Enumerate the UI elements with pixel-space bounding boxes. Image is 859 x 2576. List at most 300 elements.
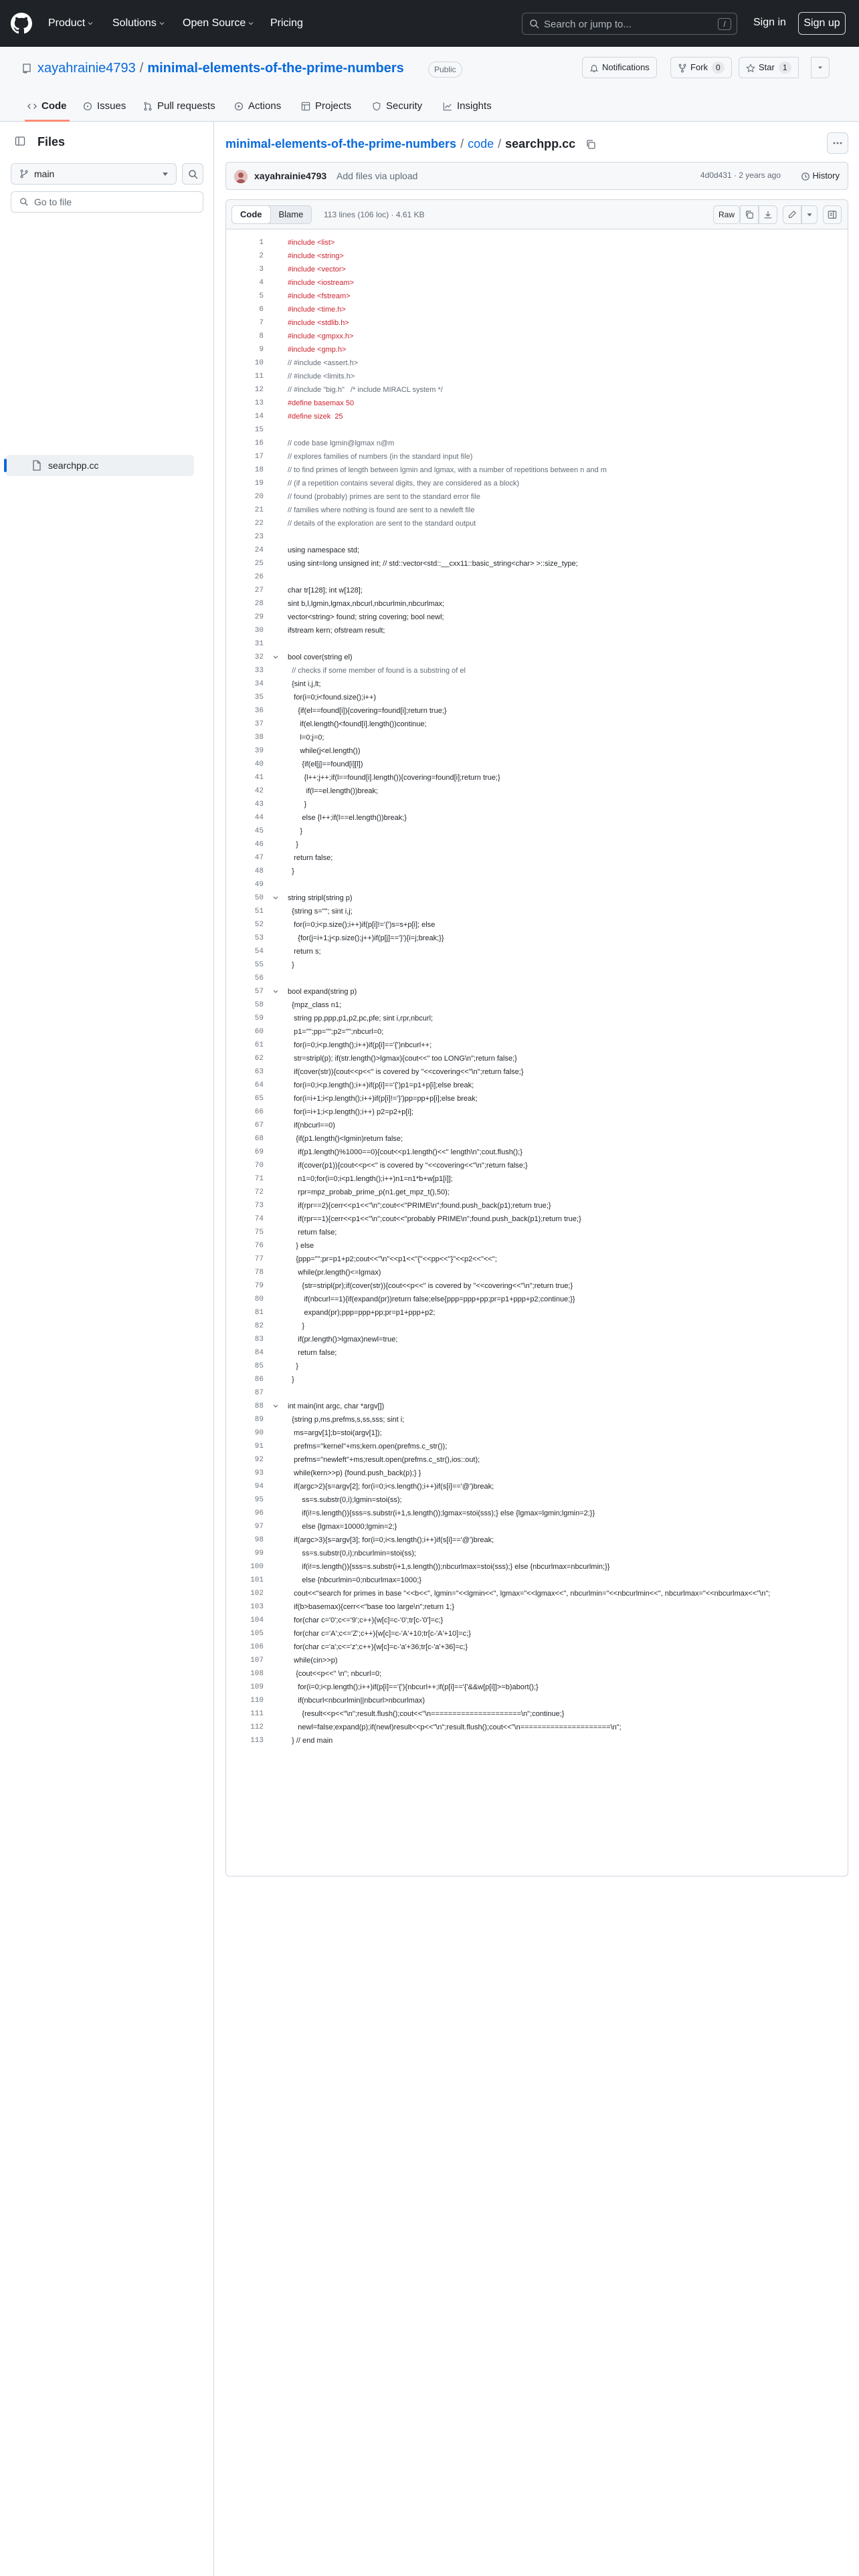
code-line: } — [288, 961, 294, 969]
code-line: while(pr.length()<=lgmax) — [288, 1269, 381, 1277]
code-line: #define basemax 50 — [288, 399, 355, 407]
code-line: for(i=0;i<p.size();i++)if(p[i]!='{')s=s+p[i]; else — [288, 921, 436, 929]
file-search-button[interactable] — [182, 163, 203, 185]
star-dropdown-button[interactable] — [811, 57, 830, 78]
code-line: {cout<<p<<" \n"; nbcurl=0; — [288, 1670, 382, 1678]
line-number[interactable]: 111 — [250, 1710, 264, 1718]
nav-open-source[interactable] — [183, 17, 254, 29]
line-number[interactable]: 54 — [254, 948, 264, 956]
search-placeholder: Search or jump to... — [544, 19, 632, 30]
commit-sha-and-date[interactable]: 4d0d431 · 2 years ago — [700, 171, 781, 180]
line-number[interactable]: 74 — [254, 1215, 264, 1223]
line-number[interactable]: 98 — [254, 1536, 264, 1544]
code-line: for(i=i+1;i<p.length();i++)if(p[i]!='}')pp=pp+p[i];else break; — [288, 1095, 478, 1103]
line-number[interactable]: 89 — [254, 1416, 264, 1424]
line-number[interactable]: 37 — [254, 720, 264, 728]
code-line: for(char c='a';c<='z';c++){w[c]=c-'a'+36;tr[c-'a'+36]=c;} — [288, 1643, 468, 1651]
code-line: return false; — [288, 854, 333, 862]
code-line: {l++;j++;if(l==found[i].length()){covering=found[i];return true;} — [288, 774, 500, 782]
line-number[interactable]: 76 — [254, 1242, 264, 1250]
code-line: if(nbcurl==0) — [288, 1121, 335, 1130]
code-line: while(j<el.length()) — [288, 747, 361, 755]
code-view-button[interactable]: Code — [231, 205, 271, 224]
line-number[interactable]: 1 — [259, 239, 264, 247]
breadcrumb-separator: / — [460, 137, 464, 150]
code-line: ms=argv[1];b=stoi(argv[1]); — [288, 1429, 382, 1437]
code-line: string pp,ppp,p1,p2,pc,pfe; sint i,rpr,nbcurl; — [288, 1014, 434, 1023]
avatar-image — [234, 170, 248, 183]
pull-request-icon — [143, 102, 153, 111]
pencil-icon — [787, 210, 797, 219]
code-line: } — [288, 827, 303, 835]
code-line: #include <time.h> — [288, 306, 346, 314]
code-line: for(i=i+1;i<p.length();i++) p2=p2+p[i]; — [288, 1108, 414, 1116]
line-number[interactable]: 68 — [254, 1135, 264, 1143]
line-number[interactable]: 113 — [250, 1737, 264, 1745]
line-number[interactable]: 82 — [254, 1322, 264, 1330]
line-number[interactable]: 105 — [250, 1630, 264, 1638]
line-number[interactable]: 112 — [250, 1723, 264, 1731]
sign-up-button[interactable]: Sign up — [798, 12, 846, 35]
line-number[interactable]: 96 — [254, 1509, 264, 1517]
line-number[interactable]: 48 — [254, 867, 264, 875]
tab-insights-label: Insights — [457, 100, 492, 112]
code-line: for(i=0;i<p.length();i++)if(p[i]=='{')p1=p1+p[i];else break; — [288, 1081, 474, 1089]
line-number[interactable]: 44 — [254, 814, 264, 822]
nav-pricing[interactable]: Pricing — [270, 17, 303, 29]
line-number[interactable]: 88 — [254, 1402, 264, 1410]
line-number[interactable]: 83 — [254, 1335, 264, 1344]
line-number[interactable]: 30 — [254, 627, 264, 635]
code-line: if(el.length()<found[i].length())continue; — [288, 720, 427, 728]
edit-dropdown-button[interactable] — [801, 205, 818, 224]
file-content-box — [225, 199, 848, 1876]
line-number[interactable]: 107 — [250, 1656, 264, 1665]
code-line: l=0;j=0; — [288, 734, 324, 742]
commit-message-link[interactable]: Add files via upload — [337, 171, 418, 181]
code-line: ss=s.substr(0,i);lgmin=stoi(ss); — [288, 1496, 402, 1504]
line-number[interactable]: 20 — [254, 493, 264, 501]
code-line: for(char c='0';c<='9';c++){w[c]=c-'0';tr[c-'0']=c;} — [288, 1616, 444, 1624]
line-number[interactable]: 84 — [254, 1349, 264, 1357]
line-number[interactable]: 13 — [254, 399, 264, 407]
line-number[interactable]: 51 — [254, 907, 264, 916]
chevron-down-icon — [159, 21, 165, 26]
nav-solutions-label: Solutions — [112, 17, 157, 29]
line-number[interactable]: 46 — [254, 841, 264, 849]
history-label: History — [812, 171, 840, 181]
kebab-horizontal-icon — [832, 138, 843, 148]
nav-open-source-label: Open Source — [183, 17, 246, 29]
code-line: {str=stripl(pr);if(cover(str)){cout<<p<<" is covered by "<<covering<<"\n";return true;} — [288, 1282, 573, 1290]
line-number[interactable]: 109 — [250, 1683, 264, 1691]
line-number[interactable]: 3 — [259, 265, 264, 274]
line-number[interactable]: 7 — [259, 319, 264, 327]
code-line: rpr=mpz_probab_prime_p(n1.get_mpz_t(),50); — [288, 1188, 450, 1196]
file-tree-item-label: searchpp.cc — [48, 460, 99, 471]
code-line: prefms="kernel"+ms;kern.open(prefms.c_str()); — [288, 1442, 448, 1451]
line-number[interactable]: 63 — [254, 1068, 264, 1076]
fold-chevron-icon[interactable] — [272, 985, 280, 998]
line-number[interactable]: 85 — [254, 1362, 264, 1370]
line-number[interactable]: 32 — [254, 653, 264, 661]
line-number[interactable]: 57 — [254, 988, 264, 996]
code-line: {if(p1.length()<lgmin)return false; — [288, 1135, 403, 1143]
fold-chevron-icon[interactable] — [272, 651, 280, 664]
line-number[interactable]: 62 — [254, 1055, 264, 1063]
triangle-down-icon — [805, 210, 814, 219]
triangle-down-icon — [817, 64, 824, 71]
line-number[interactable]: 72 — [254, 1188, 264, 1196]
fold-chevron-icon[interactable] — [272, 891, 280, 905]
line-number[interactable]: 59 — [254, 1014, 264, 1023]
line-number[interactable]: 66 — [254, 1108, 264, 1116]
download-button[interactable] — [759, 205, 777, 224]
copy-raw-button[interactable] — [740, 205, 759, 224]
code-line: sint b,l,lgmin,lgmax,nbcurl,nbcurlmin,nbcurlmax; — [288, 600, 445, 608]
tab-insights[interactable] — [443, 95, 492, 122]
github-logo-icon[interactable] — [11, 13, 32, 34]
avatar[interactable] — [234, 170, 248, 183]
line-number[interactable]: 11 — [254, 372, 264, 381]
line-number[interactable]: 5 — [259, 292, 264, 300]
fold-chevron-icon[interactable] — [272, 1400, 280, 1413]
code-line: // found (probably) primes are sent to the standard error file — [288, 493, 480, 501]
code-line: string stripl(string p) — [288, 894, 353, 902]
line-number[interactable]: 39 — [254, 747, 264, 755]
tab-code-label: Code — [41, 100, 67, 112]
line-number[interactable]: 10 — [254, 359, 264, 367]
view-mode-toggle — [231, 205, 312, 224]
line-number[interactable]: 35 — [254, 693, 264, 702]
line-number[interactable]: 45 — [254, 827, 264, 835]
repo-icon — [21, 63, 32, 74]
code-line: } — [288, 867, 294, 875]
breadcrumb-current-file: searchpp.cc — [505, 137, 576, 150]
code-line: cout<<"search for primes in base "<<b<<", lgmin="<<lgmin<<", lgmax="<<lgmax<<", nbcurlmin="<<nbcurlmin<<", nbcurlmax="<<nbcurlmax<<"\n"; — [288, 1590, 771, 1598]
line-number[interactable]: 12 — [254, 386, 264, 394]
line-number[interactable]: 86 — [254, 1376, 264, 1384]
line-number[interactable]: 103 — [250, 1603, 264, 1611]
blame-view-button[interactable]: Blame — [278, 209, 304, 219]
line-number[interactable]: 40 — [254, 760, 264, 768]
line-number[interactable]: 2 — [259, 252, 264, 260]
sign-in-link[interactable]: Sign in — [753, 17, 786, 28]
line-number[interactable]: 53 — [254, 934, 264, 942]
code-line: if(b>basemax){cerr<<"base too large\n";return 1;} — [288, 1603, 455, 1611]
line-number[interactable]: 71 — [254, 1175, 264, 1183]
line-number[interactable]: 18 — [254, 466, 264, 474]
line-number[interactable]: 24 — [254, 546, 264, 554]
code-line: if(pr.length()>lgmax)newl=true; — [288, 1335, 398, 1344]
line-number[interactable]: 79 — [254, 1282, 264, 1290]
search-shortcut-key: / — [718, 18, 731, 30]
line-number[interactable]: 33 — [254, 667, 264, 675]
line-number[interactable]: 108 — [250, 1670, 264, 1678]
code-line: return s; — [288, 948, 321, 956]
line-number[interactable]: 106 — [250, 1643, 264, 1651]
code-line: {string p,ms,prefms,s,ss,sss; sint i; — [288, 1416, 405, 1424]
search-input[interactable] — [522, 13, 737, 35]
fork-label: Fork — [690, 62, 708, 72]
code-line: if(cover(p1)){cout<<p<<" is covered by "<<covering<<"\n";return false;} — [288, 1162, 528, 1170]
nav-solutions[interactable] — [112, 17, 165, 29]
line-number[interactable]: 60 — [254, 1028, 264, 1036]
line-number[interactable]: 94 — [254, 1483, 264, 1491]
line-number[interactable]: 49 — [254, 881, 264, 889]
breadcrumb-folder-link[interactable]: code — [468, 137, 494, 150]
line-number[interactable]: 15 — [254, 426, 264, 434]
code-line: #include <gmpxx.h> — [288, 332, 354, 340]
code-line: n1=0;for(i=0;i<p1.length();i++)n1=n1*b+w[p1[i]]; — [288, 1175, 453, 1183]
download-icon — [763, 210, 773, 219]
code-line: if(nbcurl==1){if(expand(pr))return false;else{ppp=ppp+pp;pr=p1+ppp+p2;continue;}} — [288, 1295, 575, 1303]
file-tree-item[interactable] — [5, 455, 194, 476]
line-number[interactable]: 70 — [254, 1162, 264, 1170]
line-number[interactable]: 73 — [254, 1202, 264, 1210]
line-number[interactable]: 78 — [254, 1269, 264, 1277]
line-number[interactable]: 28 — [254, 600, 264, 608]
line-number[interactable]: 95 — [254, 1496, 264, 1504]
code-line: // details of the exploration are sent to the standard output — [288, 520, 476, 528]
star-label: Star — [759, 62, 775, 72]
code-line: #include <stdlib.h> — [288, 319, 349, 327]
tab-pull-requests[interactable] — [143, 95, 215, 122]
branch-icon — [19, 169, 29, 179]
tab-issues[interactable] — [83, 95, 126, 122]
line-number[interactable]: 26 — [254, 573, 264, 581]
line-number[interactable]: 99 — [254, 1549, 264, 1558]
code-line: } — [288, 1376, 294, 1384]
line-number[interactable]: 47 — [254, 854, 264, 862]
code-line: vector<string> found; string covering; bool newl; — [288, 613, 444, 621]
code-line: } — [288, 1362, 298, 1370]
code-line: return false; — [288, 1228, 337, 1237]
code-line: if(i!=s.length()){sss=s.substr(i+1,s.length());lgmax=stoi(sss);} else {lgmax=lgmin;lgmin=2;}} — [288, 1509, 595, 1517]
line-number[interactable]: 80 — [254, 1295, 264, 1303]
line-number[interactable]: 100 — [250, 1563, 264, 1571]
tab-code[interactable] — [25, 95, 70, 122]
search-icon — [529, 19, 540, 29]
code-line: for(i=0;i<p.length();i++)if(p[i]=='{'){nbcurl++;if(p[i]=='{'&&w[p[i]]>=b)abort();} — [288, 1683, 539, 1691]
line-number[interactable]: 16 — [254, 439, 264, 447]
line-number[interactable]: 65 — [254, 1095, 264, 1103]
code-line: // families where nothing is found are sent to a newleft file — [288, 506, 475, 514]
line-number[interactable]: 6 — [259, 306, 264, 314]
tab-projects[interactable] — [301, 95, 351, 122]
line-number[interactable]: 67 — [254, 1121, 264, 1130]
selected-indicator — [4, 459, 7, 472]
code-line: {if(el[j]==found[i][l]) — [288, 760, 363, 768]
tab-pull-requests-label: Pull requests — [157, 100, 215, 112]
line-number[interactable]: 21 — [254, 506, 264, 514]
code-line: if(rpr==2){cerr<<p1<<"\n";cout<<"PRIME\n";found.push_back(p1);return true;} — [288, 1202, 551, 1210]
code-line: ss=s.substr(0,i);nbcurlmin=stoi(ss); — [288, 1549, 416, 1558]
edit-button[interactable] — [783, 205, 801, 224]
go-to-file-input[interactable] — [11, 191, 203, 213]
line-number[interactable]: 42 — [254, 787, 264, 795]
sidebar-collapse-icon[interactable] — [15, 136, 25, 146]
line-number[interactable]: 102 — [250, 1590, 264, 1598]
search-icon — [19, 197, 29, 207]
code-line: #include <iostream> — [288, 279, 355, 287]
line-number[interactable]: 8 — [259, 332, 264, 340]
line-number[interactable]: 4 — [259, 279, 264, 287]
line-number[interactable]: 38 — [254, 734, 264, 742]
file-size-info: 113 lines (106 loc) · 4.61 KB — [324, 210, 425, 219]
code-line: prefms="newleft"+ms;result.open(prefms.c_str(),ios::out); — [288, 1456, 480, 1464]
line-number[interactable]: 34 — [254, 680, 264, 688]
line-number[interactable]: 61 — [254, 1041, 264, 1049]
history-link[interactable] — [801, 171, 840, 181]
fork-button[interactable] — [670, 57, 732, 78]
code-line: // #include <assert.h> — [288, 359, 359, 367]
code-line: if(argc>3){s=argv[3]; for(i=0;i<s.length();i++)if(s[i]=='@')break; — [288, 1536, 494, 1544]
code-line: for(i=0;i<p.length();i++)if(p[i]=='{')nbcurl++; — [288, 1041, 432, 1049]
code-line: if(argc>2){s=argv[2]; for(i=0;i<s.length();i++)if(s[i]=='@')break; — [288, 1483, 494, 1491]
line-number[interactable]: 50 — [254, 894, 264, 902]
code-line: {if(el==found[i]){covering=found[i];return true;} — [288, 707, 447, 715]
code-line: // #include "big.h" /* include MIRACL system */ — [288, 386, 443, 394]
issue-icon — [83, 102, 92, 111]
line-number[interactable]: 56 — [254, 974, 264, 982]
line-number[interactable]: 17 — [254, 453, 264, 461]
chevron-down-icon — [248, 21, 254, 26]
code-line: // to find primes of length between lgmin and lgmax, with a number of repetitions between n and m — [288, 466, 607, 474]
line-number[interactable]: 23 — [254, 533, 264, 541]
sidebar-title: Files — [37, 135, 66, 148]
line-number[interactable]: 22 — [254, 520, 264, 528]
breadcrumb-repo-link[interactable]: minimal-elements-of-the-prime-numbers — [225, 137, 457, 150]
tab-actions[interactable] — [234, 95, 281, 122]
code-line: bool expand(string p) — [288, 988, 357, 996]
play-icon — [234, 102, 244, 111]
copy-icon — [745, 210, 754, 219]
line-number[interactable]: 97 — [254, 1523, 264, 1531]
code-line: p1="";pp="";p2="";nbcurl=0; — [288, 1028, 384, 1036]
line-number[interactable]: 14 — [254, 413, 264, 421]
code-line: ifstream kern; ofstream result; — [288, 627, 385, 635]
line-number[interactable]: 101 — [250, 1576, 264, 1584]
nav-product-label: Product — [48, 17, 86, 29]
line-number[interactable]: 77 — [254, 1255, 264, 1263]
code-line: {ppp="";pr=p1+p2;cout<<"\n"<<p1<<"{"<<pp<<"}"<<p2<<"<<"; — [288, 1255, 497, 1263]
line-number[interactable]: 58 — [254, 1001, 264, 1009]
line-number[interactable]: 55 — [254, 961, 264, 969]
visibility-badge: Public — [428, 62, 462, 78]
line-number[interactable]: 27 — [254, 586, 264, 595]
code-line: // code base lgmin@lgmax n@m — [288, 439, 395, 447]
branch-selector[interactable] — [11, 163, 177, 185]
line-number[interactable]: 64 — [254, 1081, 264, 1089]
line-number[interactable]: 75 — [254, 1228, 264, 1237]
commit-author-link[interactable]: xayahrainie4793 — [254, 171, 327, 181]
nav-product[interactable] — [48, 17, 93, 29]
code-line: using sint=long unsigned int; // std::vector<std::__cxx11::basic_string<char> >::size_type; — [288, 560, 578, 568]
code-line: #include <string> — [288, 252, 344, 260]
line-number[interactable]: 87 — [254, 1389, 264, 1397]
line-number[interactable]: 36 — [254, 707, 264, 715]
line-number[interactable]: 81 — [254, 1309, 264, 1317]
breadcrumb-separator: / — [498, 137, 502, 150]
line-number[interactable]: 31 — [254, 640, 264, 648]
line-number[interactable]: 104 — [250, 1616, 264, 1624]
tab-security-label: Security — [386, 100, 423, 112]
line-number[interactable]: 43 — [254, 800, 264, 809]
code-line: else {nbcurlmin=0;nbcurlmax=1000;} — [288, 1576, 421, 1584]
code-line: else {l++;if(l==el.length())break;} — [288, 814, 407, 822]
code-line: // (if a repetition contains several digits, they are considered as a block) — [288, 479, 520, 488]
code-line: if(p1.length()%1000==0){cout<<p1.length()<<" length\n";cout.flush();} — [288, 1148, 522, 1156]
table-icon — [301, 102, 310, 111]
code-line: } — [288, 841, 298, 849]
line-number[interactable]: 69 — [254, 1148, 264, 1156]
line-number[interactable]: 41 — [254, 774, 264, 782]
repository-header — [0, 47, 859, 122]
code-line: {string s=""; sint i,j; — [288, 907, 353, 916]
code-line: while(kern>>p) {found.push_back(p);} } — [288, 1469, 421, 1477]
code-line: return false; — [288, 1349, 337, 1357]
code-line: while(cin>>p) — [288, 1656, 338, 1665]
line-number[interactable]: 52 — [254, 921, 264, 929]
star-count: 1 — [779, 62, 791, 74]
line-number[interactable]: 93 — [254, 1469, 264, 1477]
notifications-label: Notifications — [602, 62, 650, 72]
line-number[interactable]: 29 — [254, 613, 264, 621]
code-line: if(rpr==1){cerr<<p1<<"\n";cout<<"probably PRIME\n";found.push_back(p1);return true;} — [288, 1215, 581, 1223]
star-button[interactable] — [739, 57, 799, 78]
code-line: else {lgmax=10000;lgmin=2;} — [288, 1523, 397, 1531]
line-number[interactable]: 19 — [254, 479, 264, 488]
repo-name-link[interactable]: minimal-elements-of-the-prime-numbers — [147, 61, 404, 76]
tab-security[interactable] — [372, 95, 422, 122]
top-navigation-bar — [0, 0, 859, 47]
code-line: if(cover(str)){cout<<p<<" is covered by "<<covering<<"\n";return false;} — [288, 1068, 524, 1076]
line-number[interactable]: 25 — [254, 560, 264, 568]
chevron-down-icon — [88, 21, 93, 26]
code-line: char tr[128]; int w[128]; — [288, 586, 363, 595]
code-line: } // end main — [288, 1737, 333, 1745]
raw-button[interactable]: Raw — [713, 205, 740, 224]
notifications-button[interactable] — [582, 57, 657, 78]
shield-icon — [372, 102, 381, 111]
code-line: using namespace std; — [288, 546, 360, 554]
code-line: #define sizek 25 — [288, 413, 343, 421]
line-number[interactable]: 91 — [254, 1442, 264, 1451]
line-number[interactable]: 9 — [259, 346, 264, 354]
file-icon — [32, 460, 41, 471]
repo-owner-link[interactable]: xayahrainie4793 — [37, 61, 136, 76]
line-number[interactable]: 90 — [254, 1429, 264, 1437]
copy-icon[interactable] — [585, 139, 596, 150]
line-number[interactable]: 92 — [254, 1456, 264, 1464]
file-toolbar — [226, 200, 848, 229]
file-tree-sidebar — [0, 122, 214, 2576]
search-icon — [188, 169, 199, 180]
symbols-panel-button[interactable] — [823, 205, 842, 224]
code-line: // explores families of numbers (in the standard input file) — [288, 453, 473, 461]
fork-icon — [678, 64, 687, 73]
line-number[interactable]: 110 — [250, 1697, 264, 1705]
breadcrumb — [225, 137, 596, 151]
code-line: // checks if some member of found is a substring of el — [288, 667, 466, 675]
code-line: {sint i,j,lt; — [288, 680, 321, 688]
code-line: #include <list> — [288, 239, 335, 247]
code-line: } else — [288, 1242, 314, 1250]
more-options-button[interactable] — [827, 132, 848, 154]
tab-projects-label: Projects — [315, 100, 352, 112]
go-to-file-placeholder: Go to file — [34, 197, 72, 207]
